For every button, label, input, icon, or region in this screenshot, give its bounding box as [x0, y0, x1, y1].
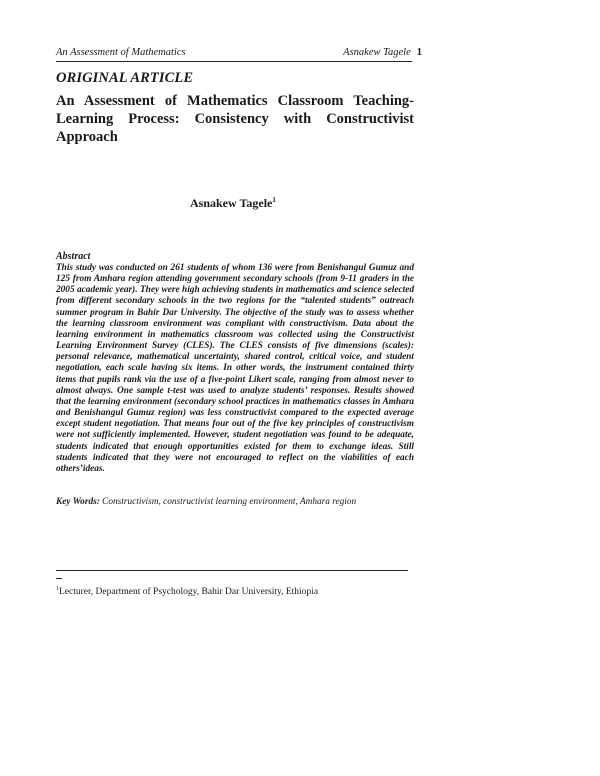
author-footnote-mark: 1 [272, 196, 276, 204]
running-header [56, 46, 422, 62]
running-header-title: An Assessment of Mathematics [56, 47, 186, 58]
abstract-heading: Abstract [56, 251, 91, 262]
article-title: An Assessment of Mathematics Classroom Teaching-Learning Process: Consistency with Constructivist Approach [56, 93, 414, 145]
footnote-text: Lecturer, Department of Psychology, Bahir Dar University, Ethiopia [59, 587, 319, 598]
footnote [56, 583, 318, 598]
article-type: ORIGINAL ARTICLE [56, 70, 194, 86]
author-line [190, 196, 276, 211]
running-header-author [343, 46, 422, 60]
keywords-text: Constructivism, constructivist learning environment, Amhara region [102, 497, 357, 507]
abstract-body: This study was conducted on 261 students of whom 136 were from Benishangul Gumuz and 125 from Amhara region attending government secondary schools (from 9-11 graders in the 2005 academic year). They were high achieving students in mathematics and science selected from different secondary schools in the two regions for the “talented students” outreach summer program in Bahir Dar University. The objective of the study was to assess whether the learning classroom environment was compliant with constructivism. Data about the learning environment in mathematics classroom was collected using the Constructivist Learning Environment Survey (CLES). The CLES consists of five dimensions (scales): personal relevance, mathematical uncertainty, shared control, critical voice, and student negotiation, each scale having six items. In other words, the instrument contained thirty items that pupils rank via the use of a five-point Likert scale, ranging from almost never to almost always. One sample t-test was used to analyze students’ responses. Results showed that the learning environment (secondary school practices in mathematics classes in Amhara and Benishangul Gumuz region) was less constructivist compared to the expected average except student negotiation. That means four out of the five key principles of constructivism were not sufficiently implemented. However, student negotiation was found to be adequate, students indicated that enough opportunities existed for them to exchange ideas. Still students indicated that they were not encouraged to reflect on the viabilities of each others’ideas. [56, 263, 414, 474]
footnote-mark: 1 [56, 586, 59, 592]
keywords [56, 496, 414, 508]
footnote-rule [56, 570, 408, 571]
keywords-label: Key Words: [56, 497, 100, 507]
footnote-separator [56, 578, 62, 579]
author-name: Asnakew Tagele [190, 196, 273, 210]
running-header-author-name: Asnakew Tagele [343, 47, 411, 58]
page-number: 1 [416, 47, 422, 58]
